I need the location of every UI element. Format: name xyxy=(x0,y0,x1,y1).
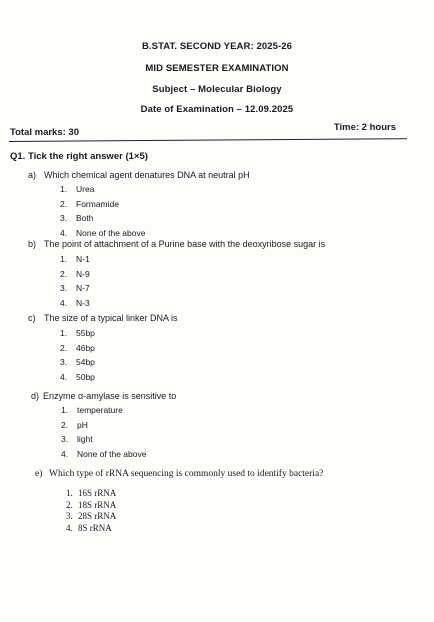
exam-time: Time: 2 hours xyxy=(333,122,396,133)
option-item[interactable]: 1. 55bp xyxy=(60,328,95,338)
option-item[interactable]: 3. 54bp xyxy=(60,357,95,368)
option-item[interactable]: 1. Urea xyxy=(60,184,95,194)
option-item[interactable]: 4. N-3 xyxy=(60,297,90,308)
option-item[interactable]: 4. None of the above xyxy=(61,448,147,459)
option-item[interactable]: 3. Both xyxy=(60,213,94,224)
question-b xyxy=(28,239,325,249)
question-e xyxy=(35,469,323,479)
exam-type-heading: MID SEMESTER EXAMINATION xyxy=(145,63,289,74)
question-1-title: Q1. Tick the right answer (1×5) xyxy=(10,151,148,162)
question-a-options xyxy=(60,182,145,240)
option-item[interactable]: 3. 28S rRNA xyxy=(66,511,117,522)
question-d-options xyxy=(61,403,146,461)
question-e-label: e) xyxy=(35,469,43,479)
question-a-label: a) xyxy=(28,170,37,180)
question-b-text: The point of attachment of a Purine base with the deoxyribose sugar is xyxy=(44,239,326,249)
exam-date-heading: Date of Examination – 12.09.2025 xyxy=(140,104,294,115)
option-item[interactable]: 2. pH xyxy=(61,419,88,430)
question-c-label: c) xyxy=(28,313,36,323)
question-a xyxy=(28,170,250,180)
option-item[interactable]: 3. N-7 xyxy=(60,283,90,294)
question-c xyxy=(28,313,178,323)
option-item[interactable]: 4. 8S rRNA xyxy=(66,522,112,533)
option-item[interactable]: 2. 18S rRNA xyxy=(66,499,117,510)
header-divider xyxy=(9,138,407,142)
question-b-options xyxy=(60,252,90,310)
question-d xyxy=(31,391,176,401)
question-d-label: d) xyxy=(31,391,40,401)
question-e-text: Which type of rRNA sequencing is commonly used to identify bacteria? xyxy=(49,469,324,479)
option-item[interactable]: 2. N-9 xyxy=(60,268,90,279)
option-item[interactable]: 4. None of the above xyxy=(60,227,146,238)
question-a-text: Which chemical agent denatures DNA at neutral pH xyxy=(44,170,250,180)
total-marks: Total marks: 30 xyxy=(10,127,79,138)
question-d-text: Enzyme α-amylase is sensitive to xyxy=(43,391,177,401)
option-item[interactable]: 2. Formamide xyxy=(60,198,119,209)
subject-heading: Subject – Molecular Biology xyxy=(152,84,282,95)
question-b-label: b) xyxy=(28,239,37,249)
exam-year-heading: B.STAT. SECOND YEAR: 2025-26 xyxy=(141,41,293,52)
question-e-options xyxy=(66,488,116,534)
option-item[interactable]: 2. 46bp xyxy=(60,342,95,353)
option-item[interactable]: 1. temperature xyxy=(61,405,123,415)
option-item[interactable]: 1. 16S rRNA xyxy=(66,488,117,498)
option-item[interactable]: 3. light xyxy=(61,434,93,445)
option-item[interactable]: 1. N-1 xyxy=(60,254,90,264)
question-c-options xyxy=(60,326,95,384)
option-item[interactable]: 4. 50bp xyxy=(60,371,95,382)
question-c-text: The size of a typical linker DNA is xyxy=(44,313,178,323)
